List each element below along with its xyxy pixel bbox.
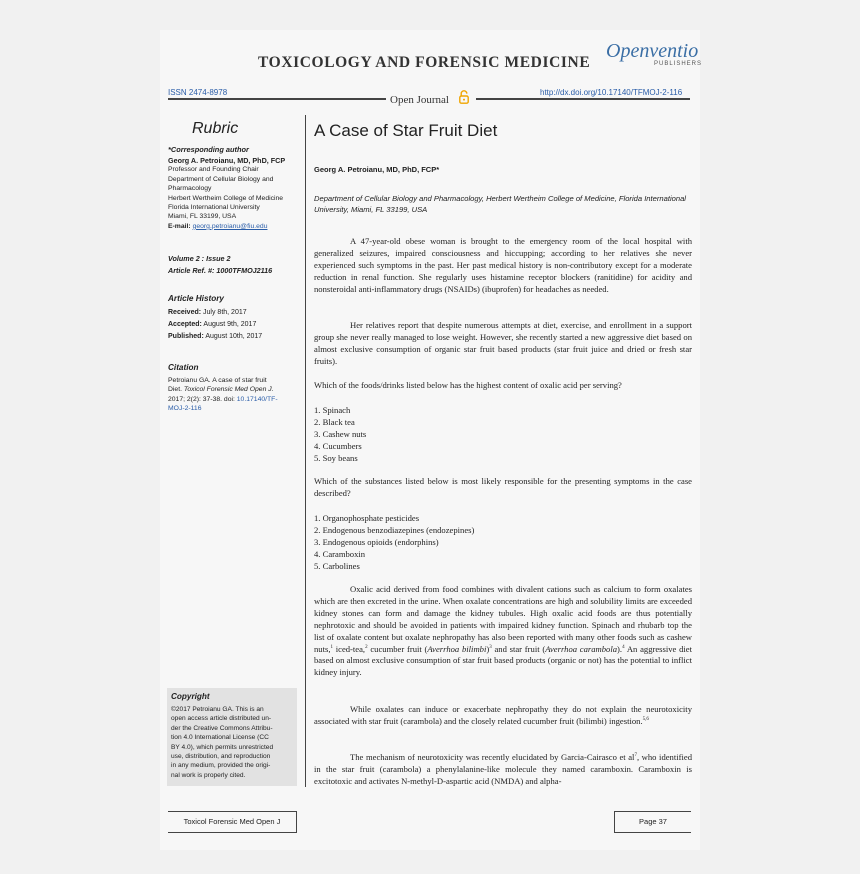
open-access-lock-icon <box>459 90 469 108</box>
publisher-logo: Openventio <box>606 40 699 62</box>
column-divider <box>305 115 306 787</box>
corresponding-author-name: Georg A. Petroianu, MD, PhD, FCP <box>168 156 286 165</box>
article-ref: Article Ref. #: 1000TFMOJ2116 <box>168 265 273 275</box>
corr-line: Miami, FL 33199, USA <box>168 213 237 221</box>
citation-journal: Toxicol Forensic Med Open J. <box>183 386 274 394</box>
article-title: A Case of Star Fruit Diet <box>314 121 498 140</box>
doi-link[interactable]: http://dx.doi.org/10.17140/TFMOJ-2-116 <box>540 88 683 97</box>
copyright-line: BY 4.0), which permits unrestricted <box>171 743 274 751</box>
accepted-date: August 9th, 2017 <box>203 321 257 328</box>
received-label: Received: <box>168 309 202 316</box>
list-item: 2. Endogenous benzodiazepines (endozepines) <box>314 525 475 536</box>
open-journal-label: Open Journal <box>390 94 449 106</box>
question-2-options <box>314 512 474 572</box>
list-item: 4. Cucumbers <box>314 441 362 452</box>
citation-line: 2017; 2(2): 37-38. doi: <box>168 395 235 403</box>
published-date: August 10th, 2017 <box>205 333 263 340</box>
copyright-line: in any medium, provided the origi- <box>171 762 271 770</box>
citation-block <box>168 376 300 414</box>
list-item: 3. Cashew nuts <box>314 429 367 440</box>
paragraph-mechanism: The mechanism of neurotoxicity was recently elucidated by Garcia-Cairasco et $al^7$, who identified in the star fruit (carambola) a phenylalanine-like molecule they named caramboxin. Caramboxin is excitotoxic and activates N-methyl-D-aspartic acid (NMDA) and alpha- <box>314 752 692 786</box>
list-item: 1. Spinach <box>314 405 351 415</box>
citation-doi-link[interactable]: MOJ-2-116 <box>168 405 202 413</box>
copyright-line: der the Creative Commons Attribu- <box>171 724 273 732</box>
list-item: 3. Endogenous opioids (endorphins) <box>314 537 439 548</box>
citation-line: Petroianu GA. A case of star fruit <box>168 377 267 384</box>
volume-block <box>168 253 272 276</box>
corr-line: Herbert Wertheim College of Medicine <box>168 194 284 202</box>
paragraph-relatives: Her relatives report that despite numerous attempts at diet, exercise, and enrollment in a support group she never really managed to lose weight. However, she recently started a new aggressive diet based on almost exclusive consumption of organic star fruit based products (star fruit juice and dried or fresh star fruits). <box>314 320 692 366</box>
paragraph-oxalic-acid: Oxalic acid derived from food combines with divalent cations such as calcium to form oxalates which are then excreted in the urine. When oxalate concentrations are high and solubility limits are exceeded kidney stones can form and damage the kidney tubules. High oxalic acid foods are thus potentially nephrotoxic and should be avoided in patients with impaired kidney function. Spinach and rhubarb top the list of oxalate content but oxalate nephropathy has also been reported with many other foods such as cashew nuts,$^1$ iced-tea,$^2$ cucumber fruit (Averrhoa bilimbi)$^3$ and star fruit (Averrhoa carambola).$^4$ An aggressive diet based on almost exclusive consumption of star fruit based products (organic or not) has the potential to inflict kidney injury. <box>314 584 693 678</box>
received-date: July 8th, 2017 <box>203 309 247 316</box>
copyright-line: open access article distributed un- <box>171 715 272 723</box>
list-item: 2. Black tea <box>314 417 355 428</box>
list-item: 5. Carbolines <box>314 561 360 572</box>
copyright-heading: Copyright <box>171 692 210 701</box>
footer-journal: Toxicol Forensic Med Open J <box>168 811 297 833</box>
corresponding-author-heading: *Corresponding author <box>168 145 249 154</box>
question-2: Which of the substances listed below is most likely responsible for the presenting symptoms in the case described? <box>314 476 692 498</box>
copyright-line: ©2017 Petroianu GA. This is an <box>171 706 264 713</box>
email-label: E-mail: <box>168 222 191 230</box>
journal-title: TOXICOLOGY AND FORENSIC MEDICINE <box>258 54 591 71</box>
copyright-line: tion 4.0 International License (CC <box>171 734 269 742</box>
publisher-logo-sub: PUBLISHERS <box>654 61 703 67</box>
question-1-options <box>314 404 366 464</box>
list-item: 5. Soy beans <box>314 453 358 464</box>
published-label: Published: <box>168 333 204 340</box>
rubric-label: Rubric <box>192 120 239 137</box>
list-item: 4. Caramboxin <box>314 549 366 560</box>
issn: ISSN 2474-8978 <box>168 88 228 97</box>
citation-doi-link[interactable]: 10.17140/TF- <box>236 395 278 403</box>
corr-line: Department of Cellular Biology and <box>168 175 274 183</box>
corr-line: Florida International University <box>168 204 260 212</box>
email-link[interactable]: georg.petroianu@fiu.edu <box>192 222 268 230</box>
citation-heading: Citation <box>168 363 199 372</box>
article-author: Georg A. Petroianu, MD, PhD, FCP* <box>314 165 440 174</box>
list-item: 1. Organophosphate pesticides <box>314 513 420 523</box>
accepted-label: Accepted: <box>168 321 202 328</box>
volume-issue: Volume 2 : Issue 2 <box>168 254 231 263</box>
copyright-text <box>171 705 295 780</box>
copyright-line: use, distribution, and reproduction <box>171 753 271 761</box>
paragraph-neurotoxicity: While oxalates can induce or exacerbate nephropathy they do not explain the neurotoxicity associated with star fruit (carambola) and the closely related cucumber fruit (bilimbi) ingestion.$^{5,6}$ <box>314 704 692 726</box>
article-history-block <box>168 307 262 343</box>
corr-line: Professor and Founding Chair <box>168 166 259 174</box>
citation-line: Diet. <box>168 386 182 394</box>
corresponding-author-block <box>168 156 303 231</box>
corr-line: Pharmacology <box>168 185 212 193</box>
copyright-line: nal work is properly cited. <box>171 771 246 779</box>
article-affiliation: Department of Cellular Biology and Pharmacology, Herbert Wertheim College of Medicine, Florida International University, Miami, FL 33199, USA <box>314 194 686 214</box>
question-1: Which of the foods/drinks listed below has the highest content of oxalic acid per serving? <box>314 380 622 390</box>
footer-page-number: Page 37 <box>614 811 691 833</box>
paragraph-case: A 47-year-old obese woman is brought to the emergency room of the local hospital with generalized seizures, impaired consciousness and hiccupping; according to her relatives she never experienced such symptoms in the past. Her past medical history is non-contributory except for a moderate reduction in renal function. She regularly uses histamine receptor blockers (ranitidine) for acidity and nonsteroidal anti-inflammatory drugs (NSAIDs) (ibuprofen) for headaches as needed. <box>314 236 692 294</box>
article-history-heading: Article History <box>168 294 224 303</box>
